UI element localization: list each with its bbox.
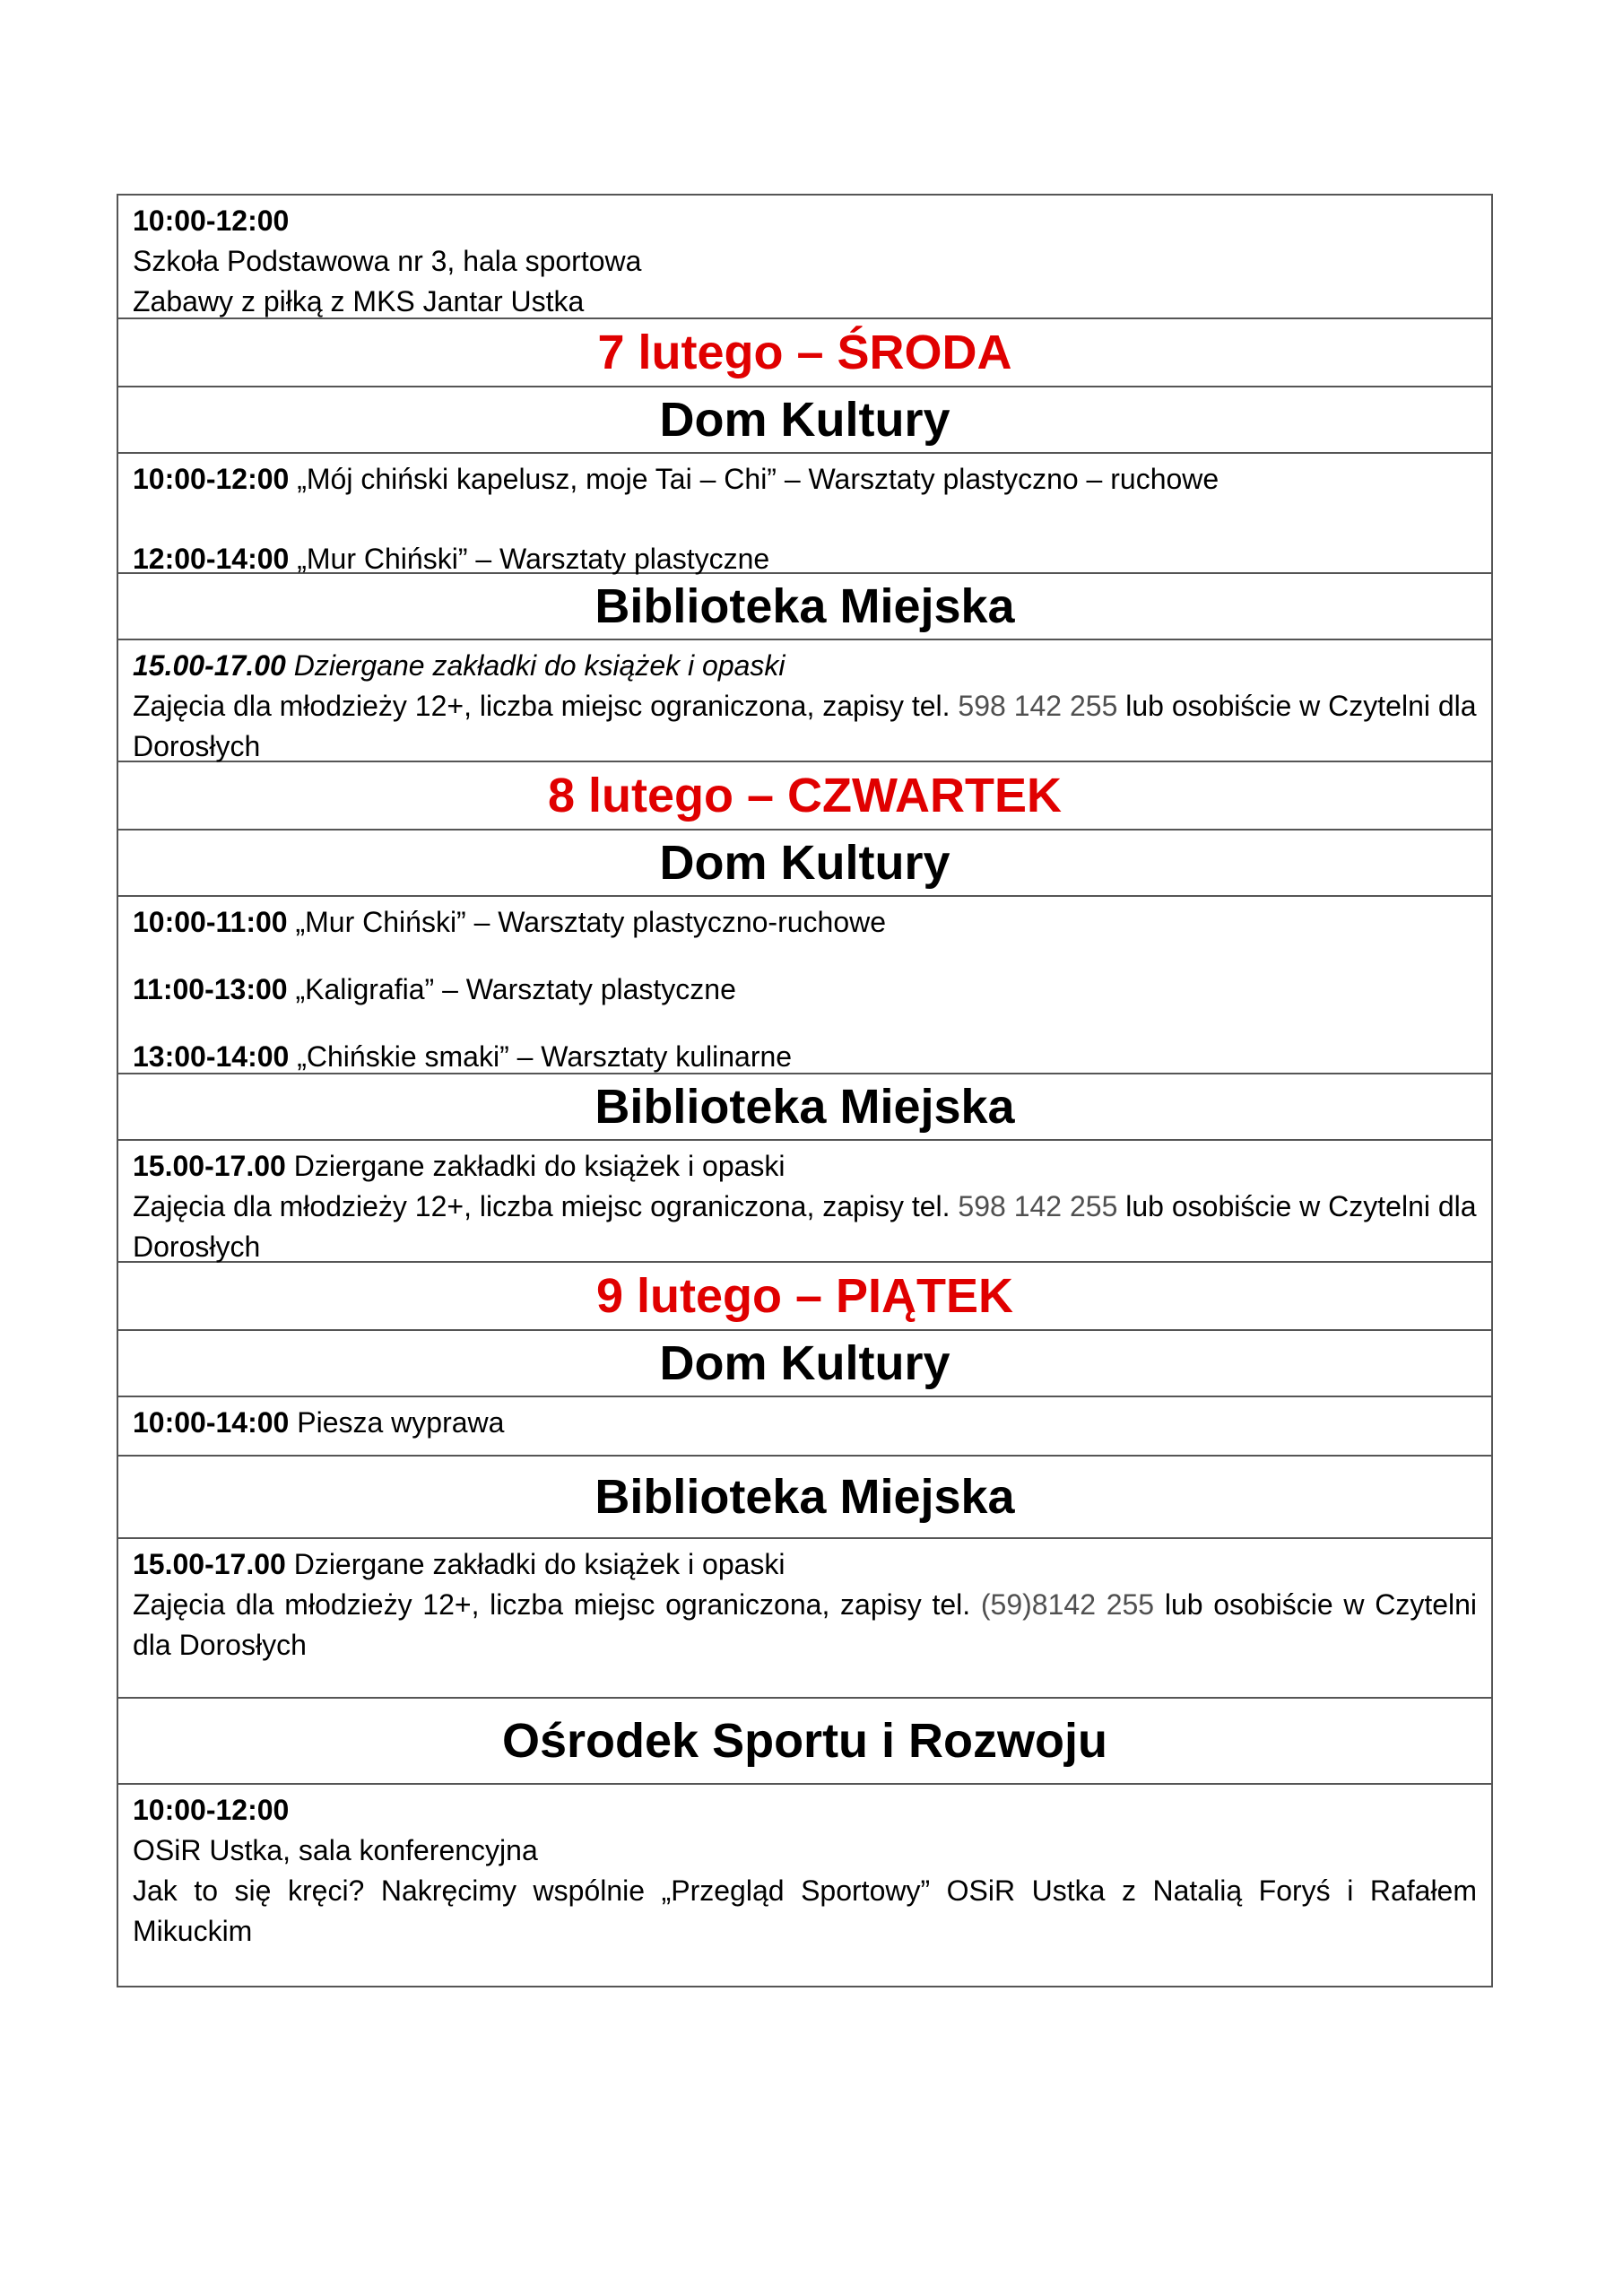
event-title: „Kaligrafia” – Warsztaty plastyczne: [287, 973, 736, 1005]
event-cell-biblioteka-8: [118, 1139, 1491, 1261]
event-cell-dom-kultury-7: [118, 452, 1491, 575]
event-line: [133, 646, 1477, 686]
event-time: 10:00-12:00: [133, 1794, 290, 1826]
venue-heading-osir: Ośrodek Sportu i Rozwoju: [118, 1697, 1491, 1783]
event-title: „Mur Chiński” – Warsztaty plastyczne: [289, 543, 770, 575]
event-time: 15.00-17.00: [133, 649, 286, 682]
day-heading-8: 8 lutego – CZWARTEK: [118, 761, 1491, 829]
event-time: 11:00-13:00: [133, 973, 288, 1005]
phone-number: 598 142 255: [958, 690, 1118, 722]
description-text: lub osobiście w Czytelni dla Dorosłych: [133, 1190, 1477, 1263]
description-text: Zajęcia dla młodzieży 12+, liczba miejsc ograniczona, zapisy tel.: [133, 1190, 959, 1222]
phone-number: 598 142 255: [958, 1190, 1118, 1222]
event-cell-dom-kultury-9: [118, 1396, 1491, 1455]
event-line: [133, 1037, 1477, 1077]
event-time: 10:00-12:00: [133, 463, 290, 495]
venue-heading-biblioteka: Biblioteka Miejska: [118, 572, 1491, 639]
description-text: lub osobiście w Czytelni dla Dorosłych: [133, 690, 1477, 762]
event-place: OSiR Ustka, sala konferencyjna: [133, 1834, 538, 1866]
event-line: [133, 1146, 1477, 1187]
venue-heading-dom-kultury: Dom Kultury: [118, 386, 1491, 452]
event-time: 10:00-12:00: [133, 204, 290, 237]
event-time: 13:00-14:00: [133, 1040, 290, 1073]
description-text: Zajęcia dla młodzieży 12+, liczba miejsc ograniczona, zapisy tel.: [133, 690, 959, 722]
description-text: Zajęcia dla młodzieży 12+, liczba miejsc ograniczona, zapisy tel.: [133, 1588, 981, 1621]
event-time: 10:00-14:00: [133, 1406, 290, 1439]
phone-number: (59)8142 255: [980, 1588, 1155, 1621]
event-cell-biblioteka-7: [118, 639, 1491, 761]
event-title: „Mój chiński kapelusz, moje Tai – Chi” – Warsztaty plastyczno – ruchowe: [289, 463, 1219, 495]
event-time: 12:00-14:00: [133, 543, 290, 575]
schedule-table: [117, 194, 1493, 1987]
event-line: [133, 1403, 1477, 1443]
event-cell-osir-9: [118, 1783, 1491, 1986]
event-description: Jak to się kręci? Nakręcimy wspólnie „Przegląd Sportowy” OSiR Ustka z Natalią Foryś i Rafałem Mikuckim: [133, 1874, 1477, 1947]
event-time: 10:00-11:00: [133, 906, 288, 938]
venue-heading-dom-kultury: Dom Kultury: [118, 829, 1491, 895]
event-title: „Chińskie smaki” – Warsztaty kulinarne: [289, 1040, 793, 1073]
event-cell-dom-kultury-8: [118, 895, 1491, 1073]
event-title: Dziergane zakładki do książek i opaski: [285, 1150, 785, 1182]
event-title: Dziergane zakładki do książek i opaski: [285, 649, 785, 682]
day-heading-7: 7 lutego – ŚRODA: [118, 317, 1491, 386]
event-place: Szkoła Podstawowa nr 3, hala sportowa: [133, 245, 642, 277]
event-line: [133, 902, 1477, 943]
event-title: „Mur Chiński” – Warsztaty plastyczno-ruchowe: [287, 906, 887, 938]
event-description: [133, 1585, 1477, 1665]
event-cell-sp3: [118, 196, 1491, 317]
venue-heading-dom-kultury: Dom Kultury: [118, 1329, 1491, 1396]
event-description: [133, 1187, 1477, 1267]
event-time: 15.00-17.00: [133, 1150, 286, 1182]
event-line: [133, 1544, 1477, 1585]
event-line: [133, 970, 1477, 1010]
event-line: [133, 459, 1477, 500]
event-time: 15.00-17.00: [133, 1548, 286, 1580]
venue-heading-biblioteka: Biblioteka Miejska: [118, 1073, 1491, 1139]
description-text: lub osobiście w Czytelni dla Dorosłych: [133, 1588, 1478, 1661]
event-description: [133, 686, 1477, 767]
venue-heading-biblioteka: Biblioteka Miejska: [118, 1455, 1491, 1537]
day-heading-9: 9 lutego – PIĄTEK: [118, 1261, 1491, 1329]
event-cell-biblioteka-9: [118, 1537, 1491, 1697]
event-title: Dziergane zakładki do książek i opaski: [285, 1548, 785, 1580]
event-description: Zabawy z piłką z MKS Jantar Ustka: [133, 285, 585, 317]
event-title: Piesza wyprawa: [289, 1406, 505, 1439]
